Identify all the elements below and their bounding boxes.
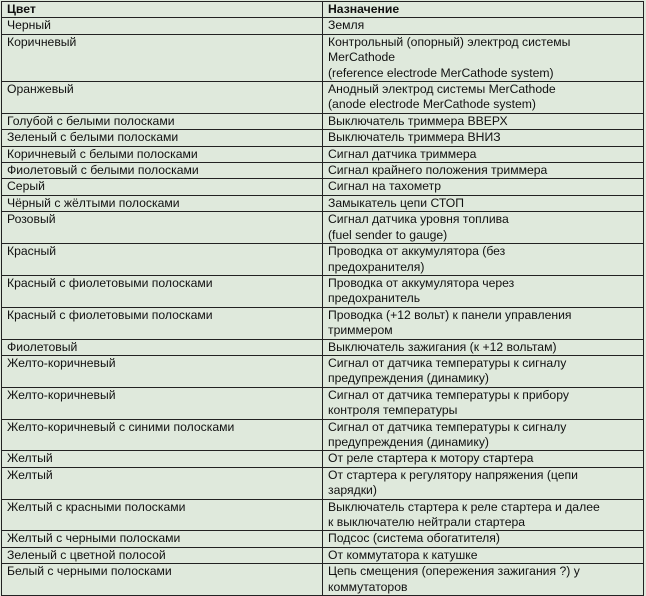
purpose-line: Проводка от аккумулятора (без (328, 244, 506, 259)
purpose-line: предохранитель (328, 291, 421, 306)
purpose-line: предохранителя) (328, 259, 425, 274)
purpose-cell (323, 34, 644, 81)
table-row (2, 467, 644, 499)
table-row (2, 212, 644, 244)
wire-color-cell: Зеленый с цветной полосой (2, 547, 323, 563)
wire-color-table-container (1, 1, 645, 594)
table-row (2, 146, 644, 162)
purpose-cell (323, 113, 644, 129)
table-row (2, 339, 644, 355)
purpose-cell (323, 146, 644, 162)
wire-color-cell: Голубой с белыми полосками (2, 113, 323, 129)
purpose-line: Выключатель стартера к реле стартера и далее (328, 499, 600, 514)
purpose-line: Цепь смещения (опережения зажигания ?) у (328, 564, 580, 579)
wire-color-cell: Желто-коричневый (2, 355, 323, 387)
purpose-line: Сигнал датчика уровня топлива (328, 212, 509, 227)
wire-color-cell: Желто-коричневый с синими полосками (2, 419, 323, 451)
header-purpose: Назначение (323, 2, 644, 18)
table-body (2, 18, 644, 596)
wire-color-cell: Желтый (2, 467, 323, 499)
purpose-line: к выключателю нейтрали стартера (328, 515, 526, 529)
wire-color-cell: Коричневый с белыми полосками (2, 146, 323, 162)
purpose-cell (323, 195, 644, 211)
wire-color-cell: Красный с фиолетовыми полосками (2, 307, 323, 339)
purpose-cell (323, 212, 644, 244)
purpose-cell (323, 130, 644, 146)
purpose-line: Замыкатель цепи СТОП (328, 195, 465, 210)
table-row (2, 419, 644, 451)
purpose-line: коммутаторов (328, 579, 408, 594)
table-row (2, 244, 644, 276)
purpose-cell (323, 355, 644, 387)
table-row (2, 531, 644, 547)
wire-color-cell: Коричневый (2, 34, 323, 81)
wire-color-cell: Чёрный с жёлтыми полосками (2, 195, 323, 211)
wire-color-cell: Серый (2, 179, 323, 195)
purpose-line: От стартера к регулятору напряжения (цепи (328, 467, 578, 482)
purpose-line: Выключатель триммера ВНИЗ (328, 130, 501, 145)
purpose-line: предупреждения (динамику) (328, 434, 489, 449)
purpose-line: (reference electrode MerCathode system) (328, 65, 554, 80)
purpose-cell (323, 339, 644, 355)
purpose-line: Сигнал крайнего положения триммера (328, 163, 548, 178)
purpose-line: От реле стартера к мотору стартера (328, 451, 534, 466)
purpose-line: зарядки) (328, 483, 377, 498)
purpose-line: Выключатель зажигания (к +12 вольтам) (328, 339, 557, 354)
purpose-cell (323, 18, 644, 34)
purpose-line: Проводка (+12 вольт) к панели управления (328, 307, 572, 322)
purpose-cell (323, 163, 644, 179)
purpose-line: триммером (328, 323, 393, 338)
table-row (2, 387, 644, 419)
purpose-cell (323, 531, 644, 547)
wire-color-cell: Красный (2, 244, 323, 276)
table-row (2, 113, 644, 129)
purpose-cell (323, 467, 644, 499)
wire-color-cell: Желтый с красными полосками (2, 499, 323, 531)
purpose-line: Сигнал от датчика температуры к сигналу (328, 419, 567, 434)
purpose-cell (323, 387, 644, 419)
purpose-line: MerCathode (328, 50, 396, 65)
table-row (2, 195, 644, 211)
purpose-line: Сигнал от датчика температуры к прибору (328, 387, 569, 402)
purpose-cell (323, 564, 644, 596)
wire-color-cell: Желтый (2, 451, 323, 467)
purpose-line: Земля (328, 18, 365, 33)
purpose-cell (323, 451, 644, 467)
purpose-line: Выключатель триммера ВВЕРХ (328, 113, 508, 128)
wire-color-cell: Фиолетовый с белыми полосками (2, 163, 323, 179)
wire-color-cell: Оранжевый (2, 82, 323, 114)
purpose-line: Контрольный (опорный) электрод системы (328, 34, 571, 49)
wire-color-cell: Фиолетовый (2, 339, 323, 355)
wire-color-cell: Желтый с черными полосками (2, 531, 323, 547)
table-row (2, 163, 644, 179)
table-row (2, 499, 644, 531)
table-row (2, 307, 644, 339)
purpose-line: Сигнал датчика триммера (328, 146, 477, 161)
purpose-line: Сигнал от датчика температуры к сигналу (328, 355, 567, 370)
table-row (2, 547, 644, 563)
table-row (2, 82, 644, 114)
purpose-line: Сигнал на тахометр (328, 179, 442, 194)
purpose-line: Анодный электрод системы MerCathode (328, 82, 556, 97)
table-row (2, 34, 644, 81)
purpose-cell (323, 499, 644, 531)
purpose-cell (323, 547, 644, 563)
table-row (2, 179, 644, 195)
wire-color-cell: Черный (2, 18, 323, 34)
table-row (2, 275, 644, 307)
purpose-cell (323, 244, 644, 276)
purpose-cell (323, 179, 644, 195)
wire-color-cell: Белый с черными полосками (2, 564, 323, 596)
purpose-cell (323, 307, 644, 339)
table-header-row (2, 2, 644, 18)
header-color: Цвет (2, 2, 323, 18)
purpose-line: От коммутатора к катушке (328, 547, 478, 562)
wire-color-cell: Красный с фиолетовыми полосками (2, 275, 323, 307)
table-row (2, 18, 644, 34)
table-row (2, 130, 644, 146)
wire-color-cell: Зеленый с белыми полосками (2, 130, 323, 146)
purpose-cell (323, 82, 644, 114)
purpose-line: Подсос (система обогатителя) (328, 531, 500, 546)
wire-color-table (1, 1, 644, 596)
purpose-line: (fuel sender to gauge) (328, 227, 448, 242)
purpose-line: предупреждения (динамику) (328, 371, 489, 386)
purpose-cell (323, 419, 644, 451)
purpose-cell (323, 275, 644, 307)
wire-color-cell: Желто-коричневый (2, 387, 323, 419)
wire-color-cell: Розовый (2, 212, 323, 244)
purpose-line: контроля температуры (328, 403, 458, 418)
purpose-line: (anode electrode MerCathode system) (328, 97, 536, 112)
table-row (2, 355, 644, 387)
table-row (2, 564, 644, 596)
purpose-line: Проводка от аккумулятора через (328, 275, 515, 290)
table-row (2, 451, 644, 467)
